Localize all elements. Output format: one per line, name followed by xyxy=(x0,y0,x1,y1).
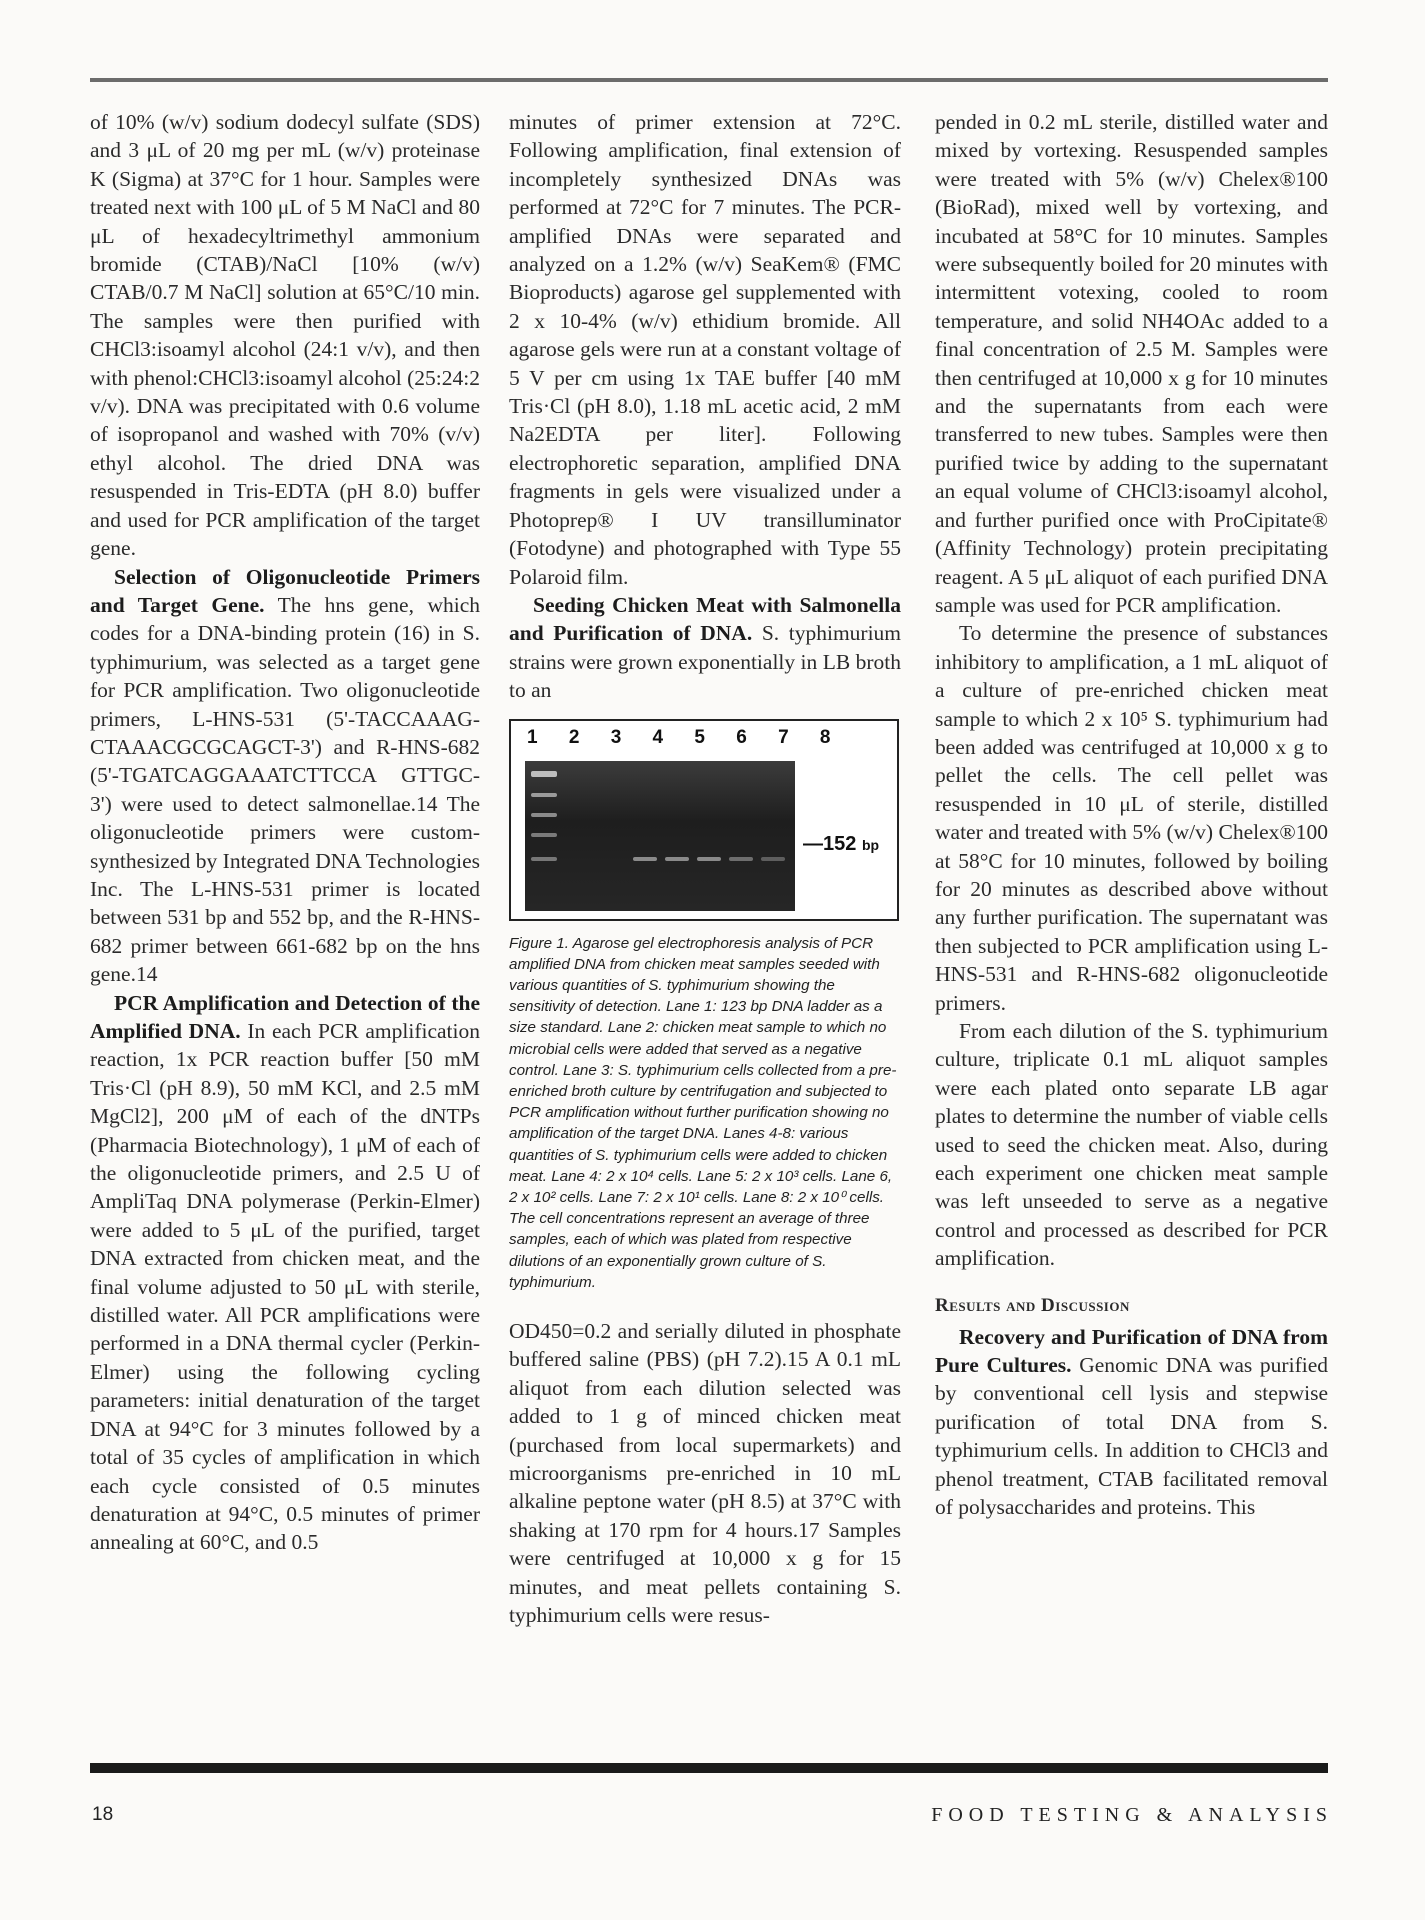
lane-numbers: 1 2 3 4 5 6 7 8 xyxy=(527,726,844,748)
ladder-band xyxy=(531,771,557,777)
run-in-heading: PCR Amplification and Detection of the Amplified DNA. xyxy=(90,990,480,1043)
ladder-band xyxy=(531,793,557,797)
band-size-unit: bp xyxy=(861,836,880,853)
band-size: —152 xyxy=(803,832,857,855)
paragraph: To determine the presence of substances inhibitory to amplification, a 1 mL aliquot of a culture of pre-enriched chicken meat sample to which 2 x 10⁵ S. typhimurium had been added was centrifuged at 10,000 x g to pellet the cells. The cell pellet was resuspended in 10 μL of sterile, distilled water and treated with 5% (w/v) Chelex®100 at 58°C for 10 minutes, followed by boiling for 20 minutes as described above without any further purification. The supernatant was then subjected to PCR amplification using L-HNS-531 and R-HNS-682 oligonucleotide primers. xyxy=(935,621,1328,1015)
paragraph-text: Genomic DNA was purified by conventional cell lysis and stepwise purification of total DNA from S. typhimurium cells. In addition to CHCl3 and phenol treatment, CTAB facilitated removal of polysaccharides and proteins. This xyxy=(935,1353,1328,1520)
column-1 xyxy=(90,108,480,1750)
pcr-band xyxy=(665,857,689,861)
section-heading: Results and Discussion xyxy=(935,1294,1130,1316)
pcr-band xyxy=(633,857,657,861)
column-2 xyxy=(509,108,901,1750)
ladder-band xyxy=(531,857,557,861)
run-in-heading: Seeding Chicken Meat with Salmonella and Purification of DNA. xyxy=(509,592,901,646)
run-in-heading: Selection of Oligonucleotide Primers and Target Gene. xyxy=(90,564,480,617)
page-number: 18 xyxy=(92,1804,114,1825)
paragraph: pended in 0.2 mL sterile, distilled water and mixed by vortexing. Resuspended samples were treated with 5% (w/v) Chelex®100 (BioRad), mixed well by vortexing, and incubated at 58°C for 10 minutes. Samples were subsequently boiled for 20 minutes with intermittent votexing, cooled to room temperature, and solid NH4OAc added to a final concentration of 2.5 M. Samples were then centrifuged at 10,000 x g for 10 minutes and the supernatants from each were transferred to new tubes. Samples were then purified twice by adding to the supernatant an equal volume of CHCl3:isoamyl alcohol, and further purified once with ProCipitate® (Affinity Technology) protein precipitating reagent. A 5 μL aliquot of each purified DNA sample was used for PCR amplification. xyxy=(935,110,1328,617)
pcr-band xyxy=(697,857,721,861)
paragraph: minutes of primer extension at 72°C. Following amplification, final extension of incompletely synthesized DNAs was performed at 72°C for 7 minutes. The PCR-amplified DNAs were separated and analyzed on a 1.2% (w/v) SeaKem® (FMC Bioproducts) agarose gel supplemented with 2 x 10-4% (w/v) ethidium bromide. All agarose gels were run at a constant voltage of 5 V per cm using 1x TAE buffer [40 mM Tris·Cl (pH 8.0), 1.18 mL acetic acid, 2 mM Na2EDTA per liter]. Following electrophoretic separation, amplified DNA fragments in gels were visualized under a Photoprep® I UV transilluminator (Fotodyne) and photographed with Type 55 Polaroid film. xyxy=(509,110,901,589)
band-size-label xyxy=(803,833,879,856)
paragraph xyxy=(509,591,901,705)
run-in-heading: Recovery and Purification of DNA from Pure Cultures. xyxy=(935,1324,1328,1378)
paragraph: From each dilution of the S. typhimurium culture, triplicate 0.1 mL aliquot samples were each plated onto separate LB agar plates to determine the number of viable cells used to seed the chicken meat. Also, during each experiment one chicken meat sample was left unseeded to serve as a negative control and processed as described for PCR amplification. xyxy=(935,1019,1328,1271)
gel-image xyxy=(525,761,795,911)
gel-image-frame xyxy=(509,719,899,921)
paragraph xyxy=(90,989,480,1557)
column-3 xyxy=(935,108,1328,1750)
paragraph-text: S. typhimurium strains were grown exponentially in LB broth to an xyxy=(509,621,901,703)
pcr-band xyxy=(729,857,753,861)
paragraph: OD450=0.2 and serially diluted in phosphate buffered saline (PBS) (pH 7.2).15 A 0.1 mL aliquot from each dilution selected was added to 1 g of minced chicken meat (purchased from local supermarkets) and microorganisms pre-enriched in 10 mL alkaline peptone water (pH 8.5) at 37°C with shaking at 170 rpm for 4 hours.17 Samples were centrifuged at 10,000 x g for 15 minutes, and meat pellets containing S. typhimurium cells were resus- xyxy=(509,1318,901,1628)
bottom-rule xyxy=(90,1763,1328,1773)
paragraph xyxy=(90,563,480,989)
figure-1 xyxy=(509,719,901,1293)
paragraph: of 10% (w/v) sodium dodecyl sulfate (SDS) and 3 μL of 20 mg per mL (w/v) proteinase K (Sigma) at 37°C for 1 hour. Samples were treated next with 100 μL of 5 M NaCl and 80 μL of hexadecyltrimethyl ammonium bromide (CTAB)/NaCl [10% (w/v) CTAB/0.7 M NaCl] solution at 65°C/10 min. The samples were then purified with CHCl3:isoamyl alcohol (24:1 v/v), and then with phenol:CHCl3:isoamyl alcohol (25:24:2 v/v). DNA was precipitated with 0.6 volume of isopropanol and washed with 70% (v/v) ethyl alcohol. The dried DNA was resuspended in Tris-EDTA (pH 8.0) buffer and used for PCR amplification of the target gene. xyxy=(90,110,480,561)
ladder-band xyxy=(531,833,557,837)
paragraph xyxy=(935,1323,1328,1522)
top-rule xyxy=(90,78,1328,82)
ladder-band xyxy=(531,813,557,817)
paragraph-text: In each PCR amplification reaction, 1x PCR reaction buffer [50 mM Tris·Cl (pH 8.9), 50 mM KCl, and 2.5 mM MgCl2], 200 μM of each of the dNTPs (Pharmacia Biotechnology), 1 μM of each of the oligonucleotide primers, and 2.5 U of AmpliTaq DNA polymerase (Perkin-Elmer) were added to 5 μL of the purified, target DNA extracted from chicken meat, and the final volume adjusted to 50 μL with sterile, distilled water. All PCR amplifications were performed in a DNA thermal cycler (Perkin-Elmer) using the following cycling parameters: initial denaturation of the target DNA at 94°C for 3 minutes followed by a total of 35 cycles of amplification in which each cycle consisted of 0.5 minutes denaturation at 94°C, 0.5 minutes of primer annealing at 60°C, and 0.5 xyxy=(90,1019,480,1555)
figure-caption: Figure 1. Agarose gel electrophoresis analysis of PCR amplified DNA from chicken meat samples seeded with various quantities of S. typhimurium showing the sensitivity of detection. Lane 1: 123 bp DNA ladder as a size standard. Lane 2: chicken meat sample to which no microbial cells were added that served as a negative control. Lane 3: S. typhimurium cells collected from a pre-enriched broth culture by centrifugation and subjected to PCR amplification without further purification showing no amplification of the target DNA. Lanes 4-8: various quantities of S. typhimurium cells were added to chicken meat. Lane 4: 2 x 10⁴ cells. Lane 5: 2 x 10³ cells. Lane 6, 2 x 10² cells. Lane 7: 2 x 10¹ cells. Lane 8: 2 x 10⁰ cells. The cell concentrations represent an average of three samples, each of which was plated from respective dilutions of an exponentially grown culture of S. typhimurium. xyxy=(509,934,897,1291)
paragraph-text: The hns gene, which codes for a DNA-binding protein (16) in S. typhimurium, was selected as a target gene for PCR amplification. Two oligonucleotide primers, L-HNS-531 (5'-TACCAAAG-CTAAACGCGCAGCT-3') and R-HNS-682 (5'-TGATCAGGAAATCTTCCA GTTGC-3') were used to detect salmonellae.14 The oligonucleotide primers were custom-synthesized by Integrated DNA Technologies Inc. The L-HNS-531 primer is located between 531 bp and 552 bp, and the R-HNS-682 primer between 661-682 bp on the hns gene.14 xyxy=(90,592,480,987)
journal-name: FOOD TESTING & ANALYSIS xyxy=(931,1804,1333,1826)
pcr-band xyxy=(761,857,785,861)
